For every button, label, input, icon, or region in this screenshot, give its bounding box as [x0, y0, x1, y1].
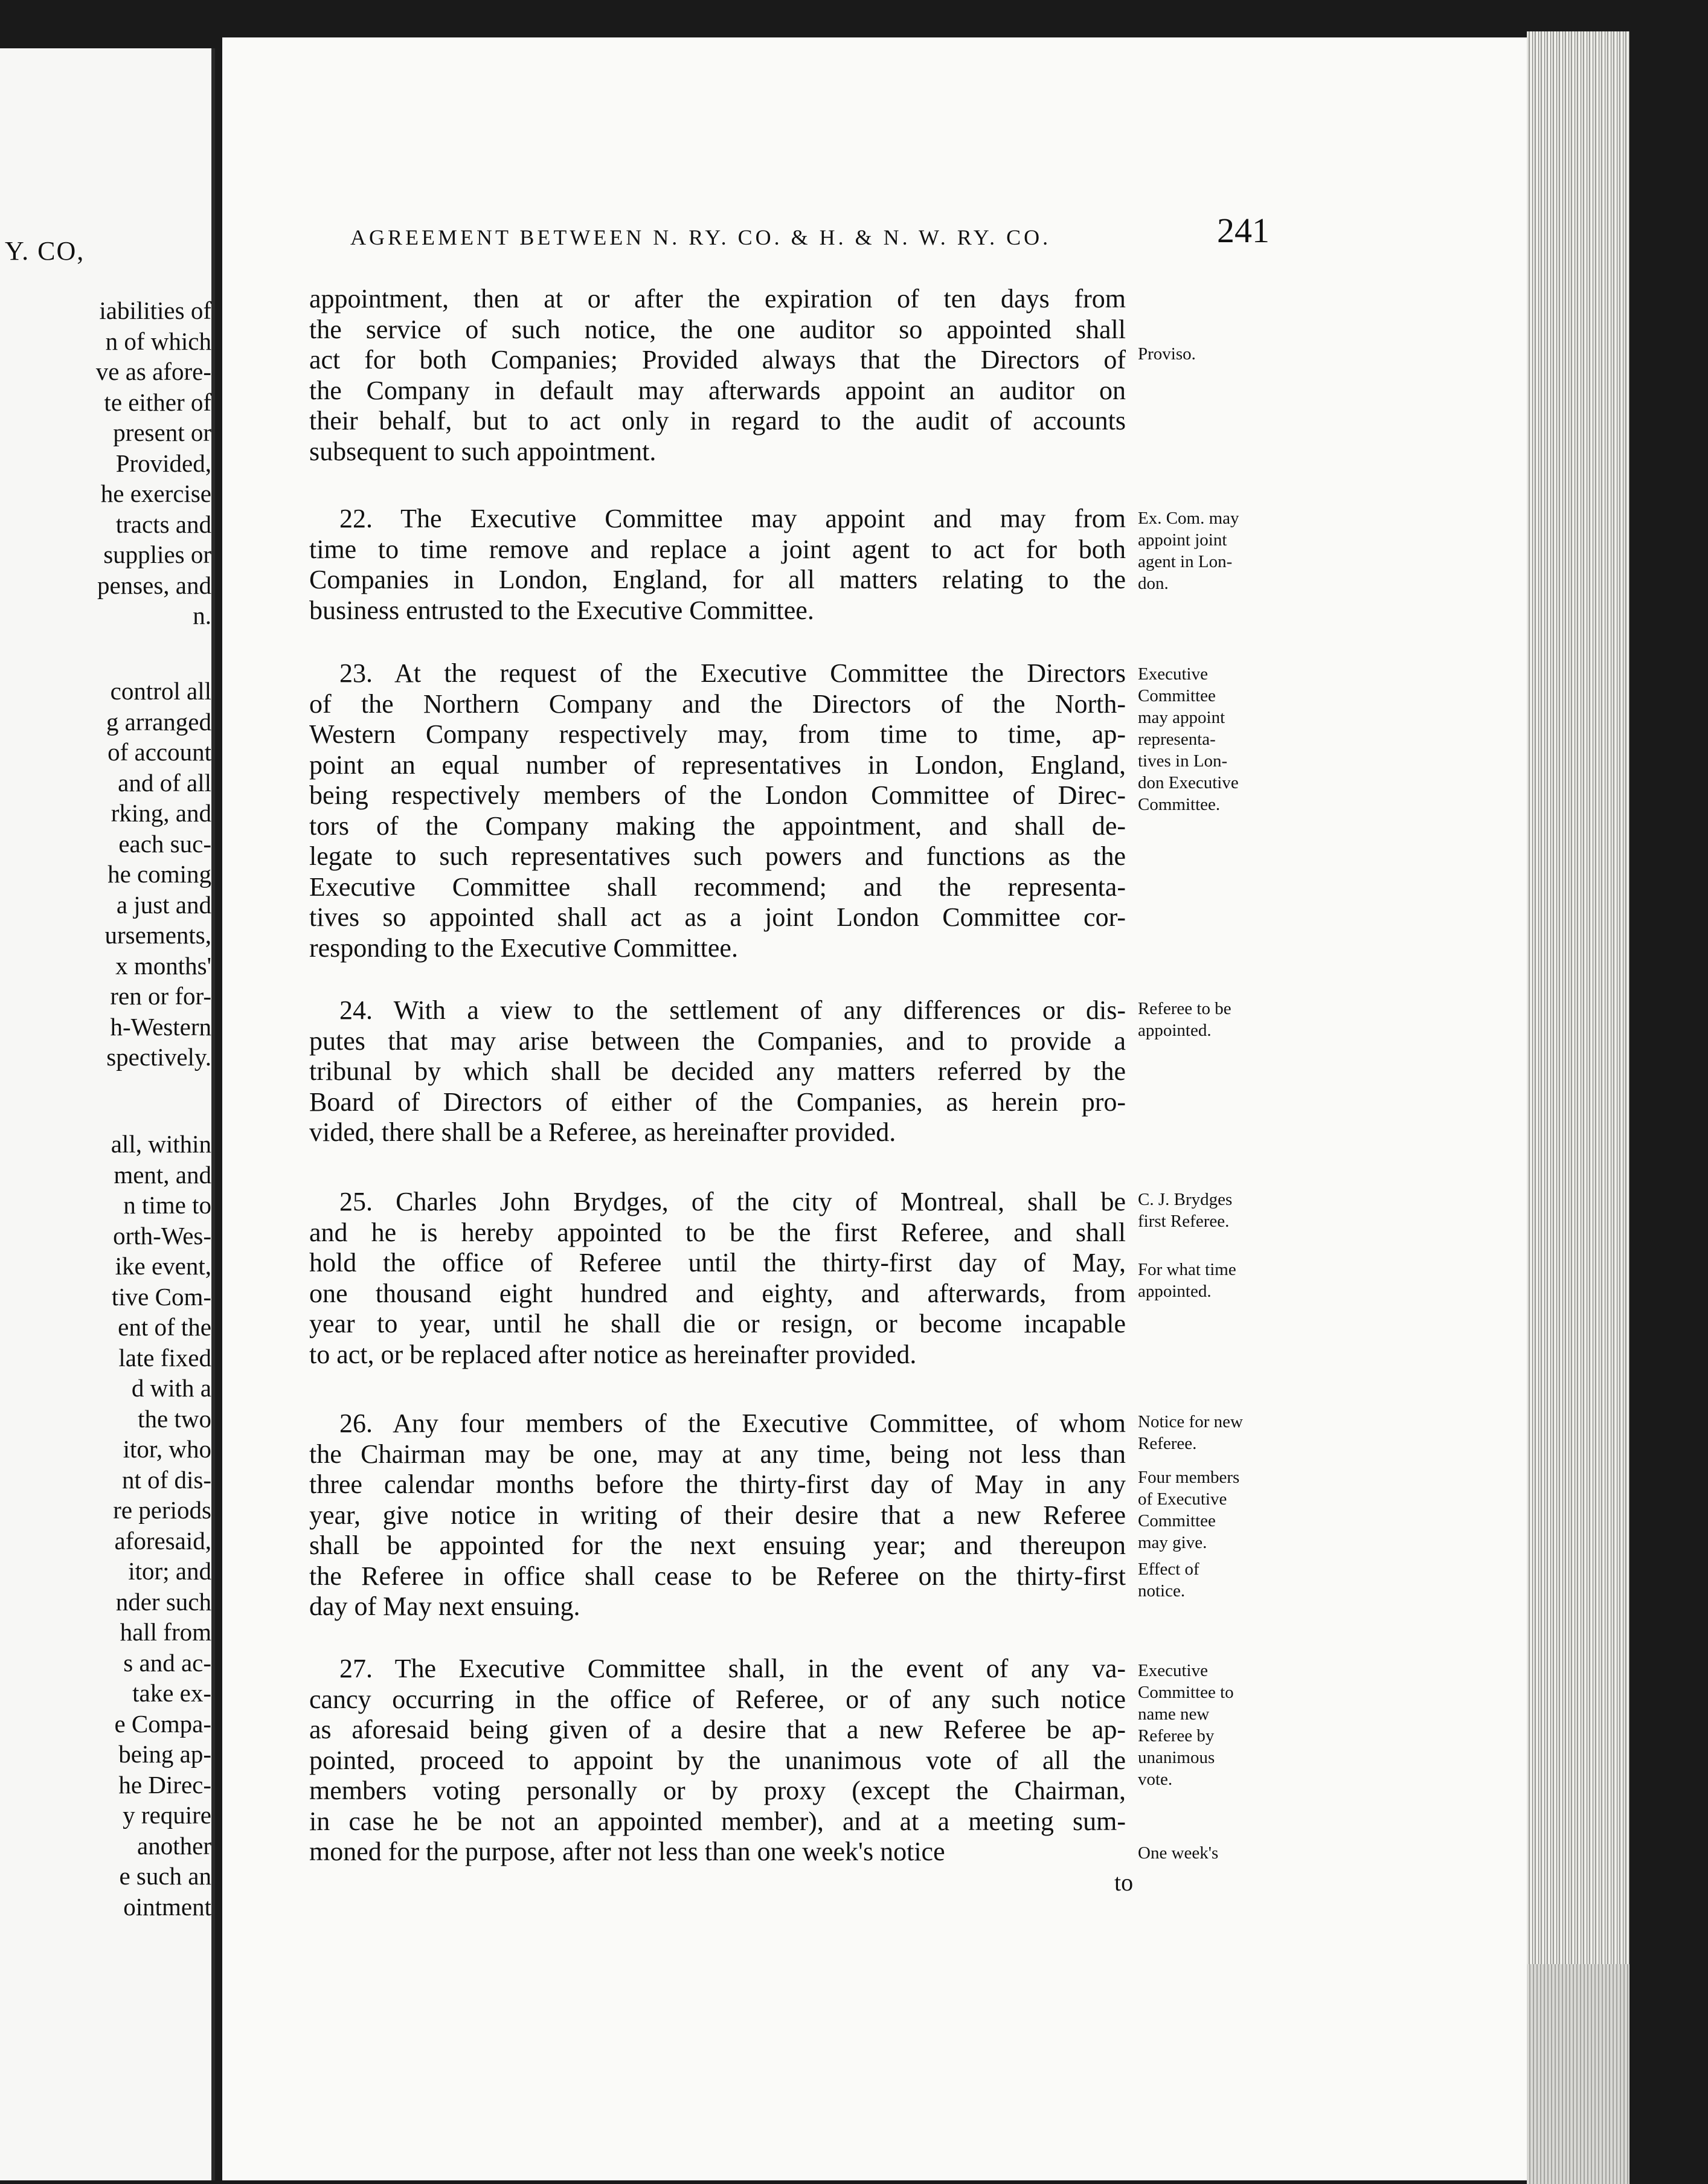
margin-note [1138, 1660, 1234, 1790]
margin-note-line: appointed. [1138, 1282, 1212, 1301]
margin-note-line: representa- [1138, 730, 1216, 749]
text-line: to act, or be replaced after notice as hereinafter provided. [309, 1340, 917, 1369]
margin-note-line: unanimous [1138, 1748, 1215, 1767]
margin-note-line: Executive [1138, 1661, 1208, 1680]
facing-page-line: n. [193, 602, 211, 629]
margin-note-line: appointed. [1138, 1021, 1212, 1040]
facing-page-line: he exercise [100, 480, 211, 507]
facing-page-line: iabilities of [99, 297, 211, 324]
margin-note [1138, 663, 1239, 815]
text-line: Companies in London, England, for all matters relating to the [309, 565, 1126, 594]
text-line: point an equal number of representatives in London, England, [309, 750, 1126, 780]
facing-page-line: g arranged [106, 708, 211, 736]
margin-note [1138, 1189, 1232, 1232]
facing-page-line: ment, and [114, 1161, 211, 1189]
text-line: Western Company respectively may, from time to time, ap- [309, 719, 1126, 749]
text-line: tives so appointed shall act as a joint London Committee cor- [309, 902, 1126, 932]
margin-note-line: Referee to be [1138, 999, 1231, 1018]
text-line: subsequent to such appointment. [309, 437, 657, 466]
text-line: 22. The Executive Committee may appoint and may from [339, 504, 1126, 533]
text-line: day of May next ensuing. [309, 1591, 580, 1621]
facing-page-line: y require [123, 1801, 211, 1829]
facing-page-line: ike event, [115, 1252, 211, 1280]
text-line: responding to the Executive Committee. [309, 933, 738, 963]
facing-page-line: e such an [119, 1862, 211, 1890]
text-line: 24. With a view to the settlement of any differences or dis- [339, 995, 1126, 1025]
facing-page-line: Provided, [115, 449, 211, 477]
text-line: 27. The Executive Committee shall, in the event of any va- [339, 1654, 1126, 1683]
text-line: 23. At the request of the Executive Committee the Directors [339, 658, 1126, 688]
facing-page-line: re periods [113, 1496, 211, 1524]
text-line: putes that may arise between the Companies, and to provide a [309, 1026, 1126, 1056]
facing-page-line: late fixed [118, 1344, 211, 1372]
facing-page-line: rking, and [111, 799, 211, 827]
margin-note-line: Four members [1138, 1468, 1240, 1487]
margin-note-line: name new [1138, 1704, 1210, 1724]
text-line: tors of the Company making the appointment, and shall de- [309, 811, 1126, 841]
facing-page-line: d with a [131, 1374, 211, 1402]
text-line: 25. Charles John Brydges, of the city of Montreal, shall be [339, 1187, 1126, 1216]
facing-page-line: present or [113, 419, 211, 446]
facing-page-line: penses, and [97, 571, 211, 599]
facing-page-line: orth-Wes- [113, 1222, 211, 1250]
running-title: AGREEMENT BETWEEN N. RY. CO. & H. & N. W. RY. CO. [350, 225, 1051, 249]
margin-note [1138, 1411, 1243, 1454]
margin-note-line: first Referee. [1138, 1212, 1230, 1231]
facing-page-line: the two [138, 1405, 211, 1433]
text-line: pointed, proceed to appoint by the unanimous vote of all the [309, 1746, 1126, 1775]
facing-page-line: s and ac- [123, 1649, 211, 1677]
margin-note-line: For what time [1138, 1260, 1236, 1279]
facing-page-line: ve as afore- [95, 358, 211, 385]
facing-page-line: control all [110, 677, 211, 705]
text-line: the Chairman may be one, may at any time, being not less than [309, 1439, 1126, 1469]
text-line: 26. Any four members of the Executive Committee, of whom [339, 1408, 1126, 1438]
text-line: in case he be not an appointed member), and at a meeting sum- [309, 1807, 1126, 1836]
text-line: the Company in default may afterwards appoint an auditor on [309, 376, 1126, 405]
page-edges-lower [1527, 1964, 1629, 2184]
margin-note-line: Effect of [1138, 1559, 1199, 1579]
text-line: of the Northern Company and the Directors of the North- [309, 689, 1126, 719]
margin-note [1138, 1558, 1199, 1602]
margin-note-line: Committee to [1138, 1683, 1234, 1702]
text-line: and he is hereby appointed to be the first Referee, and shall [309, 1218, 1126, 1247]
text-line: three calendar months before the thirty-first day of May in any [309, 1469, 1126, 1499]
margin-note-line: of Executive [1138, 1489, 1227, 1509]
facing-page-line: he Direc- [118, 1771, 211, 1799]
text-line: legate to such representatives such powers and functions as the [309, 841, 1126, 871]
facing-page-line: all, within [111, 1130, 211, 1158]
margin-note-line: don. [1138, 574, 1169, 593]
margin-note-line: vote. [1138, 1770, 1173, 1789]
facing-page-line: h-Western [110, 1013, 211, 1041]
facing-page-line: ointment [123, 1893, 211, 1921]
text-line: the service of such notice, the one auditor so appointed shall [309, 315, 1126, 344]
margin-note-line: Referee by [1138, 1726, 1215, 1746]
text-line: the Referee in office shall cease to be Referee on the thirty-first [309, 1561, 1126, 1591]
facing-page-line: te either of [104, 388, 211, 416]
facing-page-line: itor, who [123, 1435, 211, 1463]
margin-note [1138, 507, 1239, 594]
text-line: time to time remove and replace a joint agent to act for both [309, 535, 1126, 564]
text-line: hold the office of Referee until the thirty-first day of May, [309, 1248, 1126, 1277]
facing-page-line: nder such [115, 1588, 211, 1616]
facing-page-line: each suc- [118, 830, 211, 858]
margin-note [1138, 1466, 1239, 1553]
margin-note-line: Committee. [1138, 795, 1221, 814]
text-line: Executive Committee shall recommend; and the representa- [309, 872, 1126, 902]
facing-page-line: ren or for- [110, 982, 211, 1010]
margin-note [1138, 1842, 1218, 1864]
margin-note [1138, 343, 1196, 365]
margin-note-line: agent in Lon- [1138, 552, 1233, 571]
margin-note-line: Ex. Com. may [1138, 509, 1239, 528]
facing-page-fragment [0, 48, 215, 2180]
facing-page-line: aforesaid, [114, 1527, 211, 1555]
facing-page-line: tracts and [115, 510, 211, 538]
text-line: vided, there shall be a Referee, as hereinafter provided. [309, 1117, 896, 1147]
text-line: shall be appointed for the next ensuing year; and thereupon [309, 1530, 1126, 1560]
facing-page-line: nt of dis- [121, 1466, 211, 1494]
facing-page-line: ent of the [118, 1313, 211, 1341]
margin-note-line: C. J. Brydges [1138, 1190, 1233, 1209]
facing-page-line: spectively. [106, 1043, 211, 1071]
text-line: one thousand eight hundred and eighty, and afterwards, from [309, 1279, 1126, 1308]
text-line: tribunal by which shall be decided any matters referred by the [309, 1056, 1126, 1086]
facing-page-line: n of which [105, 327, 211, 355]
margin-note-line: may appoint [1138, 708, 1225, 727]
facing-page-line: x months' [115, 952, 211, 980]
margin-note-line: Referee. [1138, 1434, 1197, 1453]
margin-note-line: may give. [1138, 1533, 1207, 1552]
text-line: act for both Companies; Provided always that the Directors of [309, 345, 1126, 374]
facing-page-line: itor; and [128, 1557, 211, 1585]
facing-page-line: supplies or [103, 541, 211, 568]
facing-page-line: and of all [118, 769, 211, 797]
facing-page-line: e Compa- [114, 1710, 211, 1738]
margin-note [1138, 998, 1231, 1041]
text-line: moned for the purpose, after not less than one week's notice [309, 1837, 945, 1866]
margin-note-line: appoint joint [1138, 530, 1227, 550]
facing-page-line: n time to [123, 1191, 211, 1219]
text-line: business entrusted to the Executive Committee. [309, 596, 814, 625]
margin-note-line: Executive [1138, 664, 1208, 684]
text-line: members voting personally or by proxy (except the Chairman, [309, 1776, 1126, 1805]
facing-page-line: of account [108, 738, 211, 766]
facing-page-line: tive Com- [111, 1283, 211, 1311]
margin-note [1138, 1259, 1236, 1302]
text-line: cancy occurring in the office of Referee, or of any such notice [309, 1685, 1126, 1714]
text-line: as aforesaid being given of a desire that a new Referee be ap- [309, 1715, 1126, 1744]
margin-note-line: Committee [1138, 1511, 1216, 1530]
text-line: their behalf, but to act only in regard to the audit of accounts [309, 406, 1126, 435]
facing-page-line: he coming [108, 860, 211, 888]
text-line: appointment, then at or after the expiration of ten days from [309, 284, 1126, 313]
margin-note-line: Proviso. [1138, 344, 1196, 364]
text-line: Board of Directors of either of the Companies, as herein pro- [309, 1087, 1126, 1117]
catchword: to [1114, 1869, 1134, 1896]
margin-note-line: notice. [1138, 1581, 1186, 1601]
facing-page-line: ursements, [104, 921, 211, 949]
margin-note-line: don Executive [1138, 773, 1239, 792]
text-line: year, give notice in writing of their desire that a new Referee [309, 1500, 1126, 1530]
page-number: 241 [1217, 211, 1270, 250]
facing-page-line: hall from [120, 1618, 211, 1646]
text-line: being respectively members of the London Committee of Direc- [309, 780, 1126, 810]
margin-note-line: tives in Lon- [1138, 751, 1228, 771]
page-edges [1527, 31, 1629, 1964]
facing-page-heading: Y. CO, [5, 236, 85, 266]
facing-page-line: another [137, 1832, 211, 1860]
margin-note-line: One week's [1138, 1843, 1219, 1863]
text-line: year to year, until he shall die or resign, or become incapable [309, 1309, 1126, 1338]
margin-note-line: Committee [1138, 686, 1216, 705]
margin-note-line: Notice for new [1138, 1412, 1243, 1431]
facing-page-line: take ex- [132, 1679, 211, 1707]
facing-page-line: being ap- [118, 1740, 211, 1768]
facing-page-line: a just and [116, 891, 211, 919]
